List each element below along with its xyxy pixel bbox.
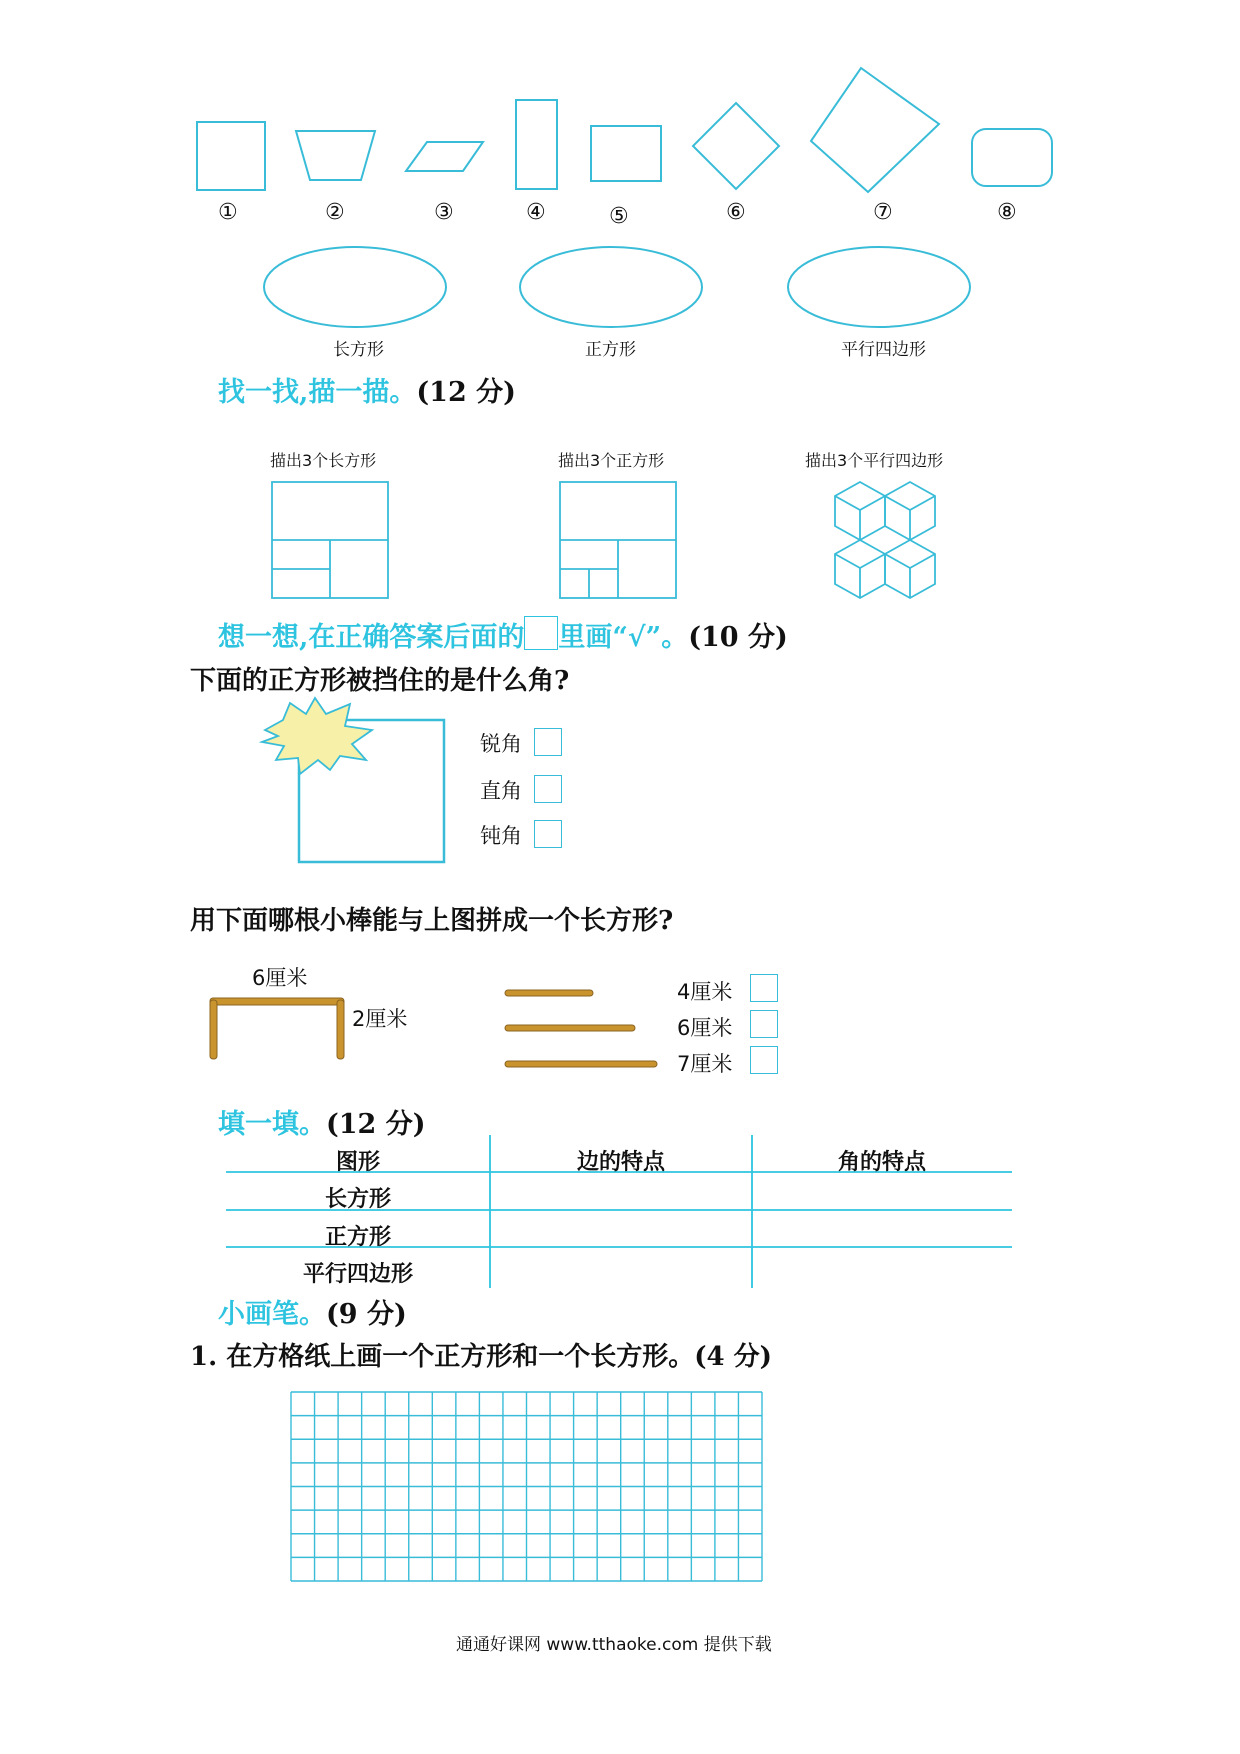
section-find-heading: 找一找,描一描。 bbox=[218, 377, 417, 408]
shape-number-2: ② bbox=[325, 200, 345, 225]
shape-number-3: ③ bbox=[434, 200, 454, 225]
oval-label-square: 正方形 bbox=[585, 340, 636, 360]
find-caption-parallelograms: 描出3个平行四边形 bbox=[805, 451, 944, 470]
shape-number-1: ① bbox=[218, 200, 238, 225]
table-header-shape: 图形 bbox=[335, 1149, 380, 1175]
shape-number-4: ④ bbox=[526, 200, 546, 225]
section-think-heading-2: 里画“√”。 bbox=[558, 622, 689, 653]
option-acute-label: 锐角 bbox=[480, 732, 522, 756]
frame-side-label: 2厘米 bbox=[352, 1007, 408, 1031]
shape-number-7: ⑦ bbox=[873, 200, 893, 225]
shape-number-8: ⑧ bbox=[997, 200, 1017, 225]
stick-option-6cm-label: 6厘米 bbox=[677, 1016, 733, 1040]
section-fill-score: (12 分) bbox=[326, 1109, 426, 1140]
frame-top-label: 6厘米 bbox=[252, 966, 308, 990]
find-caption-rectangles: 描出3个长方形 bbox=[270, 451, 377, 470]
section-draw-score: (9 分) bbox=[326, 1299, 407, 1330]
table-header-sides: 边的特点 bbox=[576, 1149, 665, 1175]
section-think-score: (10 分) bbox=[688, 622, 788, 653]
footer-text: 通通好课网 www.tthaoke.com 提供下载 bbox=[456, 1635, 772, 1655]
section-think-heading-1: 想一想,在正确答案后面的 bbox=[218, 622, 525, 653]
oval-label-parallelogram: 平行四边形 bbox=[841, 340, 926, 360]
think-question-1: 下面的正方形被挡住的是什么角? bbox=[190, 666, 570, 696]
option-right-label: 直角 bbox=[480, 779, 522, 803]
oval-label-rectangle: 长方形 bbox=[333, 340, 384, 360]
section-find-score: (12 分) bbox=[416, 377, 516, 408]
stick-option-7cm-label: 7厘米 bbox=[677, 1052, 733, 1076]
think-question-2: 用下面哪根小棒能与上图拼成一个长方形? bbox=[190, 906, 674, 936]
table-row-parallelogram: 平行四边形 bbox=[302, 1261, 413, 1287]
table-header-angles: 角的特点 bbox=[837, 1149, 926, 1175]
table-row-square: 正方形 bbox=[324, 1224, 391, 1250]
option-obtuse-label: 钝角 bbox=[480, 824, 522, 848]
shape-number-5: ⑤ bbox=[609, 204, 629, 229]
find-caption-squares: 描出3个正方形 bbox=[558, 451, 665, 470]
table-row-rectangle: 长方形 bbox=[324, 1186, 391, 1212]
section-fill-heading: 填一填。 bbox=[218, 1109, 326, 1140]
draw-question-1: 1. 在方格纸上画一个正方形和一个长方形。(4 分) bbox=[190, 1342, 772, 1372]
shape-number-6: ⑥ bbox=[726, 200, 746, 225]
stick-option-4cm-label: 4厘米 bbox=[677, 980, 733, 1004]
section-draw-heading: 小画笔。 bbox=[218, 1299, 326, 1330]
